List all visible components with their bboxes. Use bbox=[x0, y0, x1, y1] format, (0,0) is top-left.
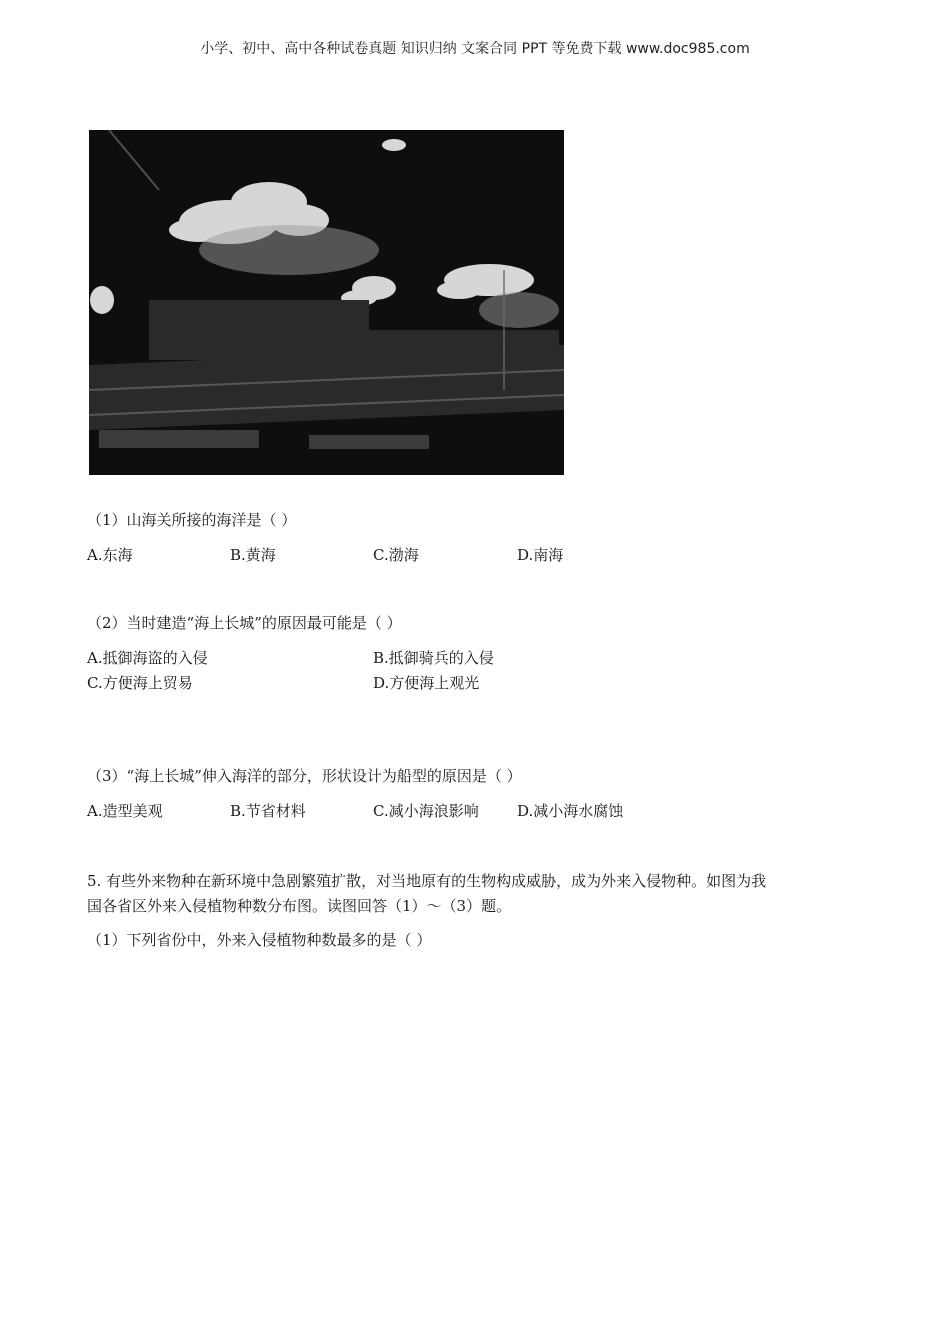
q4-2-option-d: D.方便海上观光 bbox=[373, 674, 480, 692]
q4-3-stem: （3）“海上长城”伸入海洋的部分，形状设计为船型的原因是（ ） bbox=[87, 767, 522, 785]
q4-1-option-a: A.东海 bbox=[87, 546, 133, 564]
q5-intro-line1: 5. 有些外来物种在新环境中急剧繁殖扩散，对当地原有的生物构成威胁，成为外来入侵物种。如图为我 bbox=[87, 872, 767, 890]
q5-intro-line2: 国各省区外来入侵植物种数分布图。读图回答（1）～（3）题。 bbox=[87, 897, 512, 915]
q4-2-option-c: C.方便海上贸易 bbox=[87, 674, 193, 692]
great-wall-sea-photo bbox=[89, 130, 564, 475]
q4-2-option-a: A.抵御海盗的入侵 bbox=[87, 649, 208, 667]
q4-3-option-b: B.节省材料 bbox=[230, 802, 306, 820]
page-header: 小学、初中、高中各种试卷真题 知识归纳 文案合同 PPT 等免费下载 www.doc985.com bbox=[200, 41, 750, 57]
q4-1-option-c: C.渤海 bbox=[373, 546, 419, 564]
q4-2-stem: （2）当时建造“海上长城”的原因最可能是（ ） bbox=[87, 614, 402, 632]
q4-1-option-d: D.南海 bbox=[517, 546, 564, 564]
q5-sub1-stem: （1）下列省份中，外来入侵植物种数最多的是（ ） bbox=[87, 931, 432, 949]
q4-3-option-c: C.减小海浪影响 bbox=[373, 802, 479, 820]
q4-3-option-a: A.造型美观 bbox=[87, 802, 163, 820]
q4-1-option-b: B.黄海 bbox=[230, 546, 276, 564]
q4-3-option-d: D.减小海水腐蚀 bbox=[517, 802, 624, 820]
q4-1-stem: （1）山海关所接的海洋是（ ） bbox=[87, 511, 297, 529]
q4-2-option-b: B.抵御骑兵的入侵 bbox=[373, 649, 494, 667]
